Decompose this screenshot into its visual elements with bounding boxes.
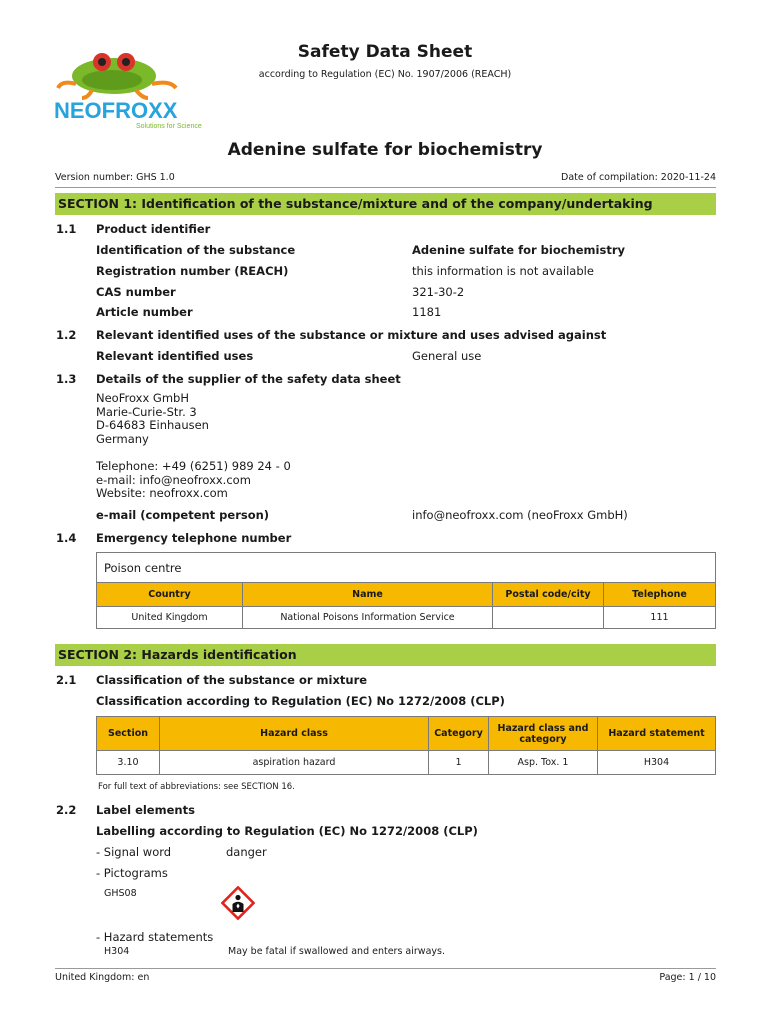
frog-logo-icon xyxy=(52,40,212,132)
logo-tagline: Solutions for Science xyxy=(136,123,202,130)
section-1-4-title: Emergency telephone number xyxy=(96,531,292,545)
competent-person-email: info@neofroxx.com (neoFroxx GmbH) xyxy=(412,508,628,522)
address-line: NeoFroxx GmbH xyxy=(96,391,189,405)
field-value: 321-30-2 xyxy=(412,285,465,299)
supplier-address xyxy=(96,392,209,446)
address-line: D-64683 Einhausen xyxy=(96,418,209,432)
table-cell: H304 xyxy=(598,751,716,775)
contact-line: e-mail: info@neofroxx.com xyxy=(96,472,251,487)
section-1-2-number: 1.2 xyxy=(56,328,77,342)
field-value: this information is not available xyxy=(412,264,594,278)
section-1-3-title: Details of the supplier of the safety data sheet xyxy=(96,372,401,386)
column-header: Country xyxy=(97,583,243,607)
logo-wordmark: NEOFROXX xyxy=(54,98,178,123)
table-cell: 111 xyxy=(604,607,716,629)
labelling-subtitle: Labelling according to Regulation (EC) No 1272/2008 (CLP) xyxy=(96,824,478,838)
table-cell: aspiration hazard xyxy=(160,751,429,775)
column-header: Category xyxy=(429,717,489,751)
health-hazard-icon xyxy=(221,886,255,920)
section-1-header: SECTION 1: Identification of the substance/mixture and of the company/undertaking xyxy=(55,193,716,215)
classification-table xyxy=(96,716,716,775)
product-title: Adenine sulfate for biochemistry xyxy=(227,140,543,160)
competent-person-label: e-mail (competent person) xyxy=(96,508,270,522)
column-header: Section xyxy=(97,717,160,751)
hazard-text: May be fatal if swallowed and enters airways. xyxy=(228,946,445,957)
page-number: Page: 1 / 10 xyxy=(659,972,716,983)
address-line: Germany xyxy=(96,431,149,446)
signal-word-label: - Signal word xyxy=(96,845,172,859)
supplier-contact xyxy=(96,460,291,501)
section-2-1-title: Classification of the substance or mixture xyxy=(96,673,368,687)
footer-language: United Kingdom: en xyxy=(55,972,150,983)
health-hazard-pictogram xyxy=(221,886,255,920)
field-value: 1181 xyxy=(412,305,442,319)
table-row xyxy=(97,751,716,775)
document-subtitle: according to Regulation (EC) No. 1907/2006 (REACH) xyxy=(258,69,512,80)
document-title: Safety Data Sheet xyxy=(297,42,473,62)
field-value: Adenine sulfate for biochemistry xyxy=(412,243,625,257)
classification-subtitle: Classification according to Regulation (EC) No 1272/2008 (CLP) xyxy=(96,694,505,708)
contact-line: Website: neofroxx.com xyxy=(96,486,228,500)
field-label: Article number xyxy=(96,305,193,319)
contact-line: Telephone: +49 (6251) 989 24 - 0 xyxy=(96,459,291,473)
abbreviations-footnote: For full text of abbreviations: see SECTION 16. xyxy=(98,782,295,792)
poison-centre-box xyxy=(96,552,716,629)
table-cell: Asp. Tox. 1 xyxy=(489,751,598,775)
column-header: Hazard class and category xyxy=(489,717,598,751)
table-cell: 1 xyxy=(429,751,489,775)
table-cell: National Poisons Information Service xyxy=(243,607,493,629)
section-2-1-number: 2.1 xyxy=(56,673,77,687)
table-cell: United Kingdom xyxy=(97,607,243,629)
table-row xyxy=(97,607,716,629)
neofroxx-logo xyxy=(52,40,212,132)
compilation-date: Date of compilation: 2020-11-24 xyxy=(561,172,716,183)
pictogram-code: GHS08 xyxy=(104,888,137,899)
section-2-2-number: 2.2 xyxy=(56,803,77,817)
signal-word-value: danger xyxy=(226,845,267,859)
emergency-table xyxy=(96,582,716,629)
section-1-1-title: Product identifier xyxy=(96,222,211,236)
hazard-code: H304 xyxy=(104,946,130,957)
poison-centre-title: Poison centre xyxy=(104,561,182,575)
column-header: Hazard class xyxy=(160,717,429,751)
footer-divider xyxy=(55,968,716,969)
section-1-2-title: Relevant identified uses of the substance or mixture and uses advised against xyxy=(96,328,607,342)
section-1-1-number: 1.1 xyxy=(56,222,77,236)
field-value: General use xyxy=(412,349,482,363)
column-header: Postal code/city xyxy=(493,583,604,607)
field-label: Relevant identified uses xyxy=(96,349,254,363)
hazard-statements-label: - Hazard statements xyxy=(96,930,214,944)
column-header: Telephone xyxy=(604,583,716,607)
version-number: Version number: GHS 1.0 xyxy=(55,172,175,183)
field-label: Registration number (REACH) xyxy=(96,264,289,278)
field-label: Identification of the substance xyxy=(96,243,296,257)
field-label: CAS number xyxy=(96,285,176,299)
section-1-3-number: 1.3 xyxy=(56,372,77,386)
section-1-4-number: 1.4 xyxy=(56,531,77,545)
table-cell xyxy=(493,607,604,629)
divider xyxy=(55,187,716,188)
section-2-header: SECTION 2: Hazards identification xyxy=(55,644,716,666)
column-header: Name xyxy=(243,583,493,607)
table-cell: 3.10 xyxy=(97,751,160,775)
pictograms-label: - Pictograms xyxy=(96,866,168,880)
address-line: Marie-Curie-Str. 3 xyxy=(96,404,197,419)
column-header: Hazard statement xyxy=(598,717,716,751)
section-2-2-title: Label elements xyxy=(96,803,195,817)
